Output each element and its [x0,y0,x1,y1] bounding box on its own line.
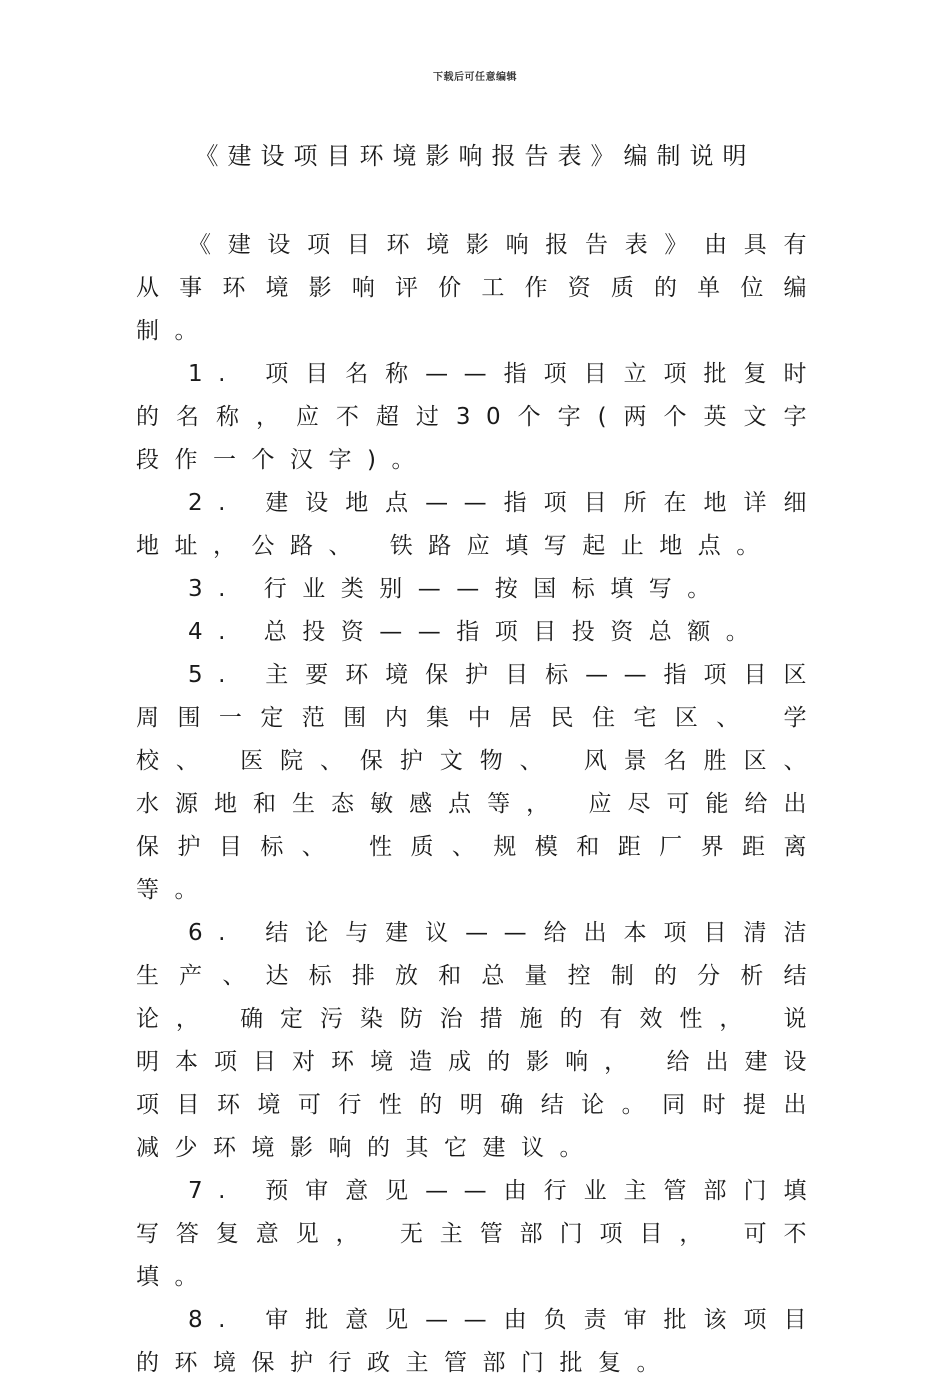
item-preliminary-opinion: 7. 预审意见——由行业主管部门填写答复意见， 无主管部门项目， 可不填。 [136,1178,822,1290]
document-title: 《建设项目环境影响报告表》编制说明 [194,142,756,170]
item-total-investment: 4. 总投资——指项目投资总额。 [188,619,765,645]
item-conclusion-suggestions: 6. 结论与建议——给出本项目清洁生产、达标排放和总量控制的分析结论， 确定污染防治措施的有效性， 说明本项目对环境造成的影响， 给出建设项目环境可行性的明确结论。同时提出减少环境影响的其它建议。 [136,920,822,1161]
item-approval-opinion: 8. 审批意见——由负责审批该项目的环境保护行政主管部门批复。 [136,1307,822,1376]
item-industry-category: 3. 行业类别——按国标填写。 [188,576,726,602]
item-protection-targets: 5. 主要环境保护目标——指项目区周围一定范围内集中居民住宅区、 学校、 医院、保护文物、 风景名胜区、 水源地和生态敏感点等， 应尽可能给出保护目标、 性质、规模和距厂界距离等。 [136,662,822,903]
intro-paragraph: 《建设项目环境影响报告表》由具有从事环境影响评价工作资质的单位编制。 [136,232,822,344]
header-note: 下载后可任意编辑 [433,72,517,83]
item-construction-site: 2. 建设地点——指项目所在地详细地址，公路、 铁路应填写起止地点。 [136,490,822,559]
document-body [136,224,822,1385]
item-project-name: 1. 项目名称——指项目立项批复时的名称，应不超过30个字(两个英文字段作一个汉字)。 [136,361,822,473]
